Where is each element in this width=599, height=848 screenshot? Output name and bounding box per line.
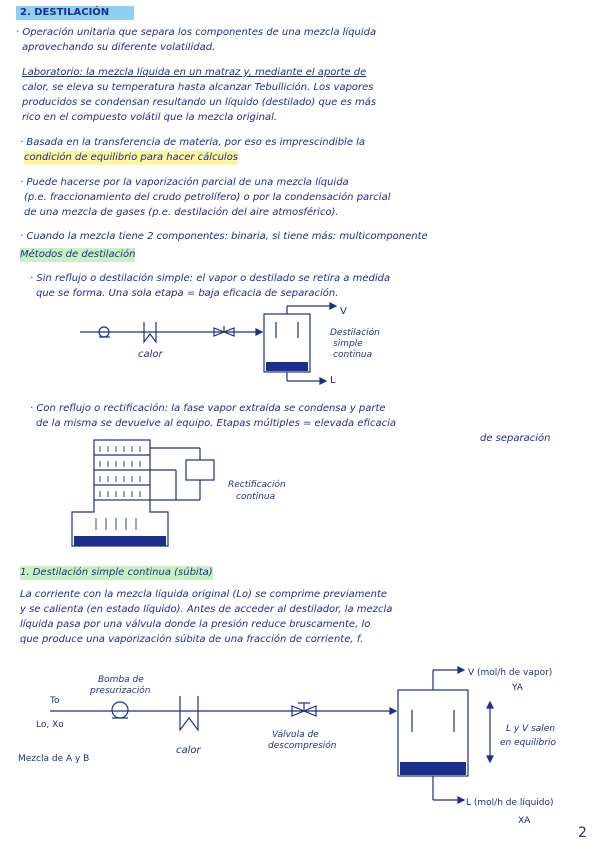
equilibrium-label: L y V salen xyxy=(506,724,556,734)
vapor-label: V (mol/h de vapor) xyxy=(468,668,553,678)
subsection-line: que produce una vaporización súbita de una fracción de corriente, f. xyxy=(20,634,364,645)
liquid-label: L (mol/h de líquido) xyxy=(466,798,554,808)
valve-label: descompresión xyxy=(268,741,337,751)
method2-line: de separación xyxy=(480,433,551,444)
diagram1-caption: Destilación xyxy=(330,328,380,338)
vapor-comp: YA xyxy=(512,683,523,693)
heater-icon xyxy=(180,696,198,730)
method1-line: que se forma. Una sola etapa = baja eficacia de separación. xyxy=(36,288,339,299)
flash-distillation-diagram xyxy=(50,667,493,803)
paragraph-line: aprovechando su diferente volatilidad. xyxy=(22,42,216,53)
feed-temp: To xyxy=(50,696,60,706)
feed-flow: Lo, Xo xyxy=(36,720,64,730)
paragraph-line: Laboratorio: la mezcla líquida en un matraz y, mediante el aporte de xyxy=(22,67,367,78)
paragraph-line: · Basada en la transferencia de materia, por eso es imprescindible la xyxy=(20,137,366,148)
diagram3-heat-label: calor xyxy=(176,745,201,756)
valve-label: Válvula de xyxy=(272,730,319,740)
diagram1-l-label: L xyxy=(330,375,336,386)
subsection-title: 1. Destilación simple continua (súbita) xyxy=(20,567,213,578)
method1-line: · Sin reflujo o destilación simple: el vapor o destilado se retira a medida xyxy=(30,273,391,284)
paragraph-line: · Cuando la mezcla tiene 2 componentes: binaria, si tiene más: multicomponente xyxy=(20,231,428,242)
diagram1-v-label: V xyxy=(340,306,347,317)
subsection-line: líquida pasa por una válvula donde la presión reduce bruscamente, lo xyxy=(20,619,371,630)
method2-line: de la misma se devuelve al equipo. Etapas múltiples = elevada eficacia xyxy=(36,418,396,429)
condenser-icon xyxy=(186,460,214,480)
paragraph-line: producidos se condensan resultando un líquido (destilado) que es más xyxy=(22,97,377,108)
paragraph-line: condición de equilibrio para hacer cálculos xyxy=(24,152,239,163)
subsection-line: La corriente con la mezcla líquida original (Lo) se comprime previamente xyxy=(20,589,388,600)
diagram2-caption: continua xyxy=(236,492,276,502)
paragraph-line: rico en el compuesto volátil que la mezcla original. xyxy=(22,112,278,123)
equilibrium-label: en equilibrio xyxy=(500,738,556,748)
simple-distillation-diagram xyxy=(80,303,336,384)
paragraph-line: · Operación unitaria que separa los componentes de una mezcla líquida xyxy=(16,27,377,38)
page-number: 2 xyxy=(578,825,587,841)
pressurization-pump-icon xyxy=(112,702,128,718)
paragraph-line: de una mezcla de gases (p.e. destilación del aire atmosférico). xyxy=(24,207,339,218)
paragraph-line: · Puede hacerse por la vaporización parcial de una mezcla líquida xyxy=(20,177,349,188)
diagram1-caption: continua xyxy=(333,350,373,360)
pump-label: presurización xyxy=(90,686,151,696)
section-title: 2. DESTILACIÓN xyxy=(16,6,134,20)
rectification-column-diagram xyxy=(72,440,214,546)
method2-line: · Con reflujo o rectificación: la fase vapor extraída se condensa y parte xyxy=(30,403,386,414)
subsection-line: y se calienta (en estado líquido). Antes de acceder al destilador, la mezcla xyxy=(20,604,393,615)
paragraph-line: calor, se eleva su temperatura hasta alcanzar Tebullición. Los vapores xyxy=(22,82,374,93)
mixture-label: Mezcla de A y B xyxy=(18,754,90,764)
methods-title: Métodos de destilación xyxy=(20,249,136,260)
diagram1-caption: simple xyxy=(333,339,363,349)
liquid-comp: XA xyxy=(518,816,531,826)
pump-label: Bomba de xyxy=(98,675,144,685)
paragraph-line: (p.e. fraccionamiento del crudo petrolífero) o por la condensación parcial xyxy=(24,192,391,203)
diagram1-heat-label: calor xyxy=(138,349,163,360)
diagram2-caption: Rectificación xyxy=(228,480,286,490)
